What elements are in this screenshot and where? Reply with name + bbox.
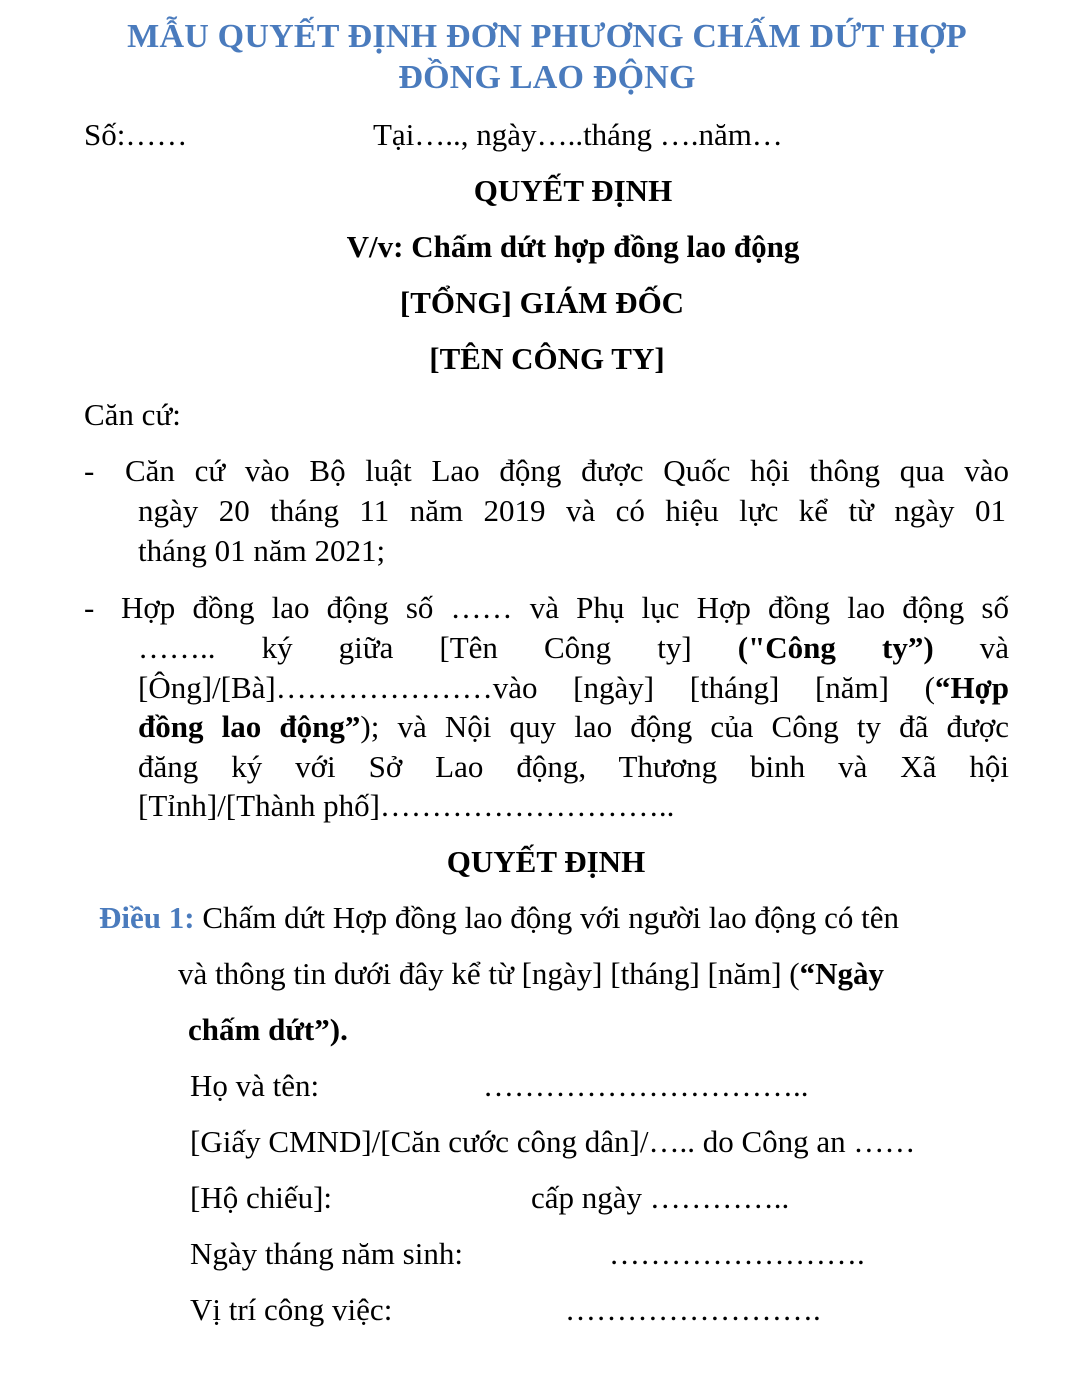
full-name-label: Họ và tên:: [190, 1068, 320, 1103]
basis-item1-line3: tháng 01 năm 2021;: [138, 533, 386, 568]
decision-heading-2: QUYẾT ĐỊNH: [446, 844, 646, 879]
basis-item2-line6: [Tỉnh]/[Thành phố]………………………..: [138, 788, 675, 823]
article1-line1: [99, 900, 899, 936]
id-card-line: [Giấy CMND]/[Căn cước công dân]/….. do Công an ……: [190, 1124, 916, 1159]
document-title-line2: ĐỒNG LAO ĐỘNG: [398, 59, 696, 96]
place-date-line: Tại….., ngày…..tháng ….năm…: [373, 117, 783, 152]
decision-subject: V/v: Chấm dứt hợp đồng lao động: [346, 229, 800, 264]
job-position-blank: …………………….: [565, 1292, 821, 1327]
list-dash: -: [84, 453, 95, 488]
basis-item2-line3: [138, 670, 1009, 710]
contract-defined-term-end: đồng lao động”: [138, 709, 361, 744]
article1-line1-text: Chấm dứt Hợp đồng lao động với người lao động có tên: [194, 900, 900, 935]
authority-title: [TỔNG] GIÁM ĐỐC: [399, 285, 685, 320]
article1-line2: [178, 956, 884, 992]
document-number: Số:……: [84, 117, 188, 152]
company-name: [TÊN CÔNG TY]: [429, 341, 665, 376]
basis-item1-line2: ngày 20 tháng 11 năm 2019 và có hiệu lực kể từ ngày 01: [138, 493, 1006, 528]
basis-item2-line4: [138, 709, 1009, 749]
date-of-birth-blank: …………………….: [609, 1236, 865, 1271]
basis-item2-line5: đăng ký với Sở Lao động, Thương binh và Xã hội: [138, 749, 1009, 784]
basis-item2-line2-text: …….. ký giữa [Tên Công ty]: [138, 630, 738, 665]
basis-item2-line2: [138, 630, 1009, 670]
basis-item1-line1: Căn cứ vào Bộ luật Lao động được Quốc hội thông qua vào: [125, 453, 1009, 488]
passport-label: [Hộ chiếu]:: [190, 1180, 333, 1215]
full-name-blank: …………………………..: [483, 1068, 809, 1103]
article1-label: Điều 1:: [99, 900, 195, 935]
list-dash: -: [84, 590, 95, 625]
basis-item2-line3-text: [Ông]/[Bà]…………………vào [ngày] [tháng] [năm] (: [138, 670, 935, 705]
decision-heading: QUYẾT ĐỊNH: [473, 173, 673, 208]
basis-item2-line2-end: và: [933, 630, 1009, 665]
document-title-line1: MẪU QUYẾT ĐỊNH ĐƠN PHƯƠNG CHẤM DỨT HỢP: [127, 18, 967, 55]
issue-date-field: cấp ngày …………..: [531, 1180, 790, 1215]
basis-label: Căn cứ:: [84, 397, 181, 432]
date-of-birth-label: Ngày tháng năm sinh:: [190, 1236, 463, 1271]
article1-line2-text: và thông tin dưới đây kể từ [ngày] [tháng] [năm] (: [178, 956, 800, 991]
company-defined-term: ("Công ty”): [737, 630, 934, 665]
job-position-label: Vị trí công việc:: [190, 1292, 393, 1327]
termination-date-term-end: chấm dứt”).: [188, 1012, 348, 1047]
basis-item2-line4-text: ); và Nội quy lao động của Công ty đã được: [360, 709, 1010, 744]
basis-item2-line1: Hợp đồng lao động số …… và Phụ lục Hợp đồng lao động số: [121, 590, 1009, 625]
termination-date-term-start: “Ngày: [799, 956, 884, 991]
contract-defined-term-start: “Hợp: [934, 670, 1009, 705]
